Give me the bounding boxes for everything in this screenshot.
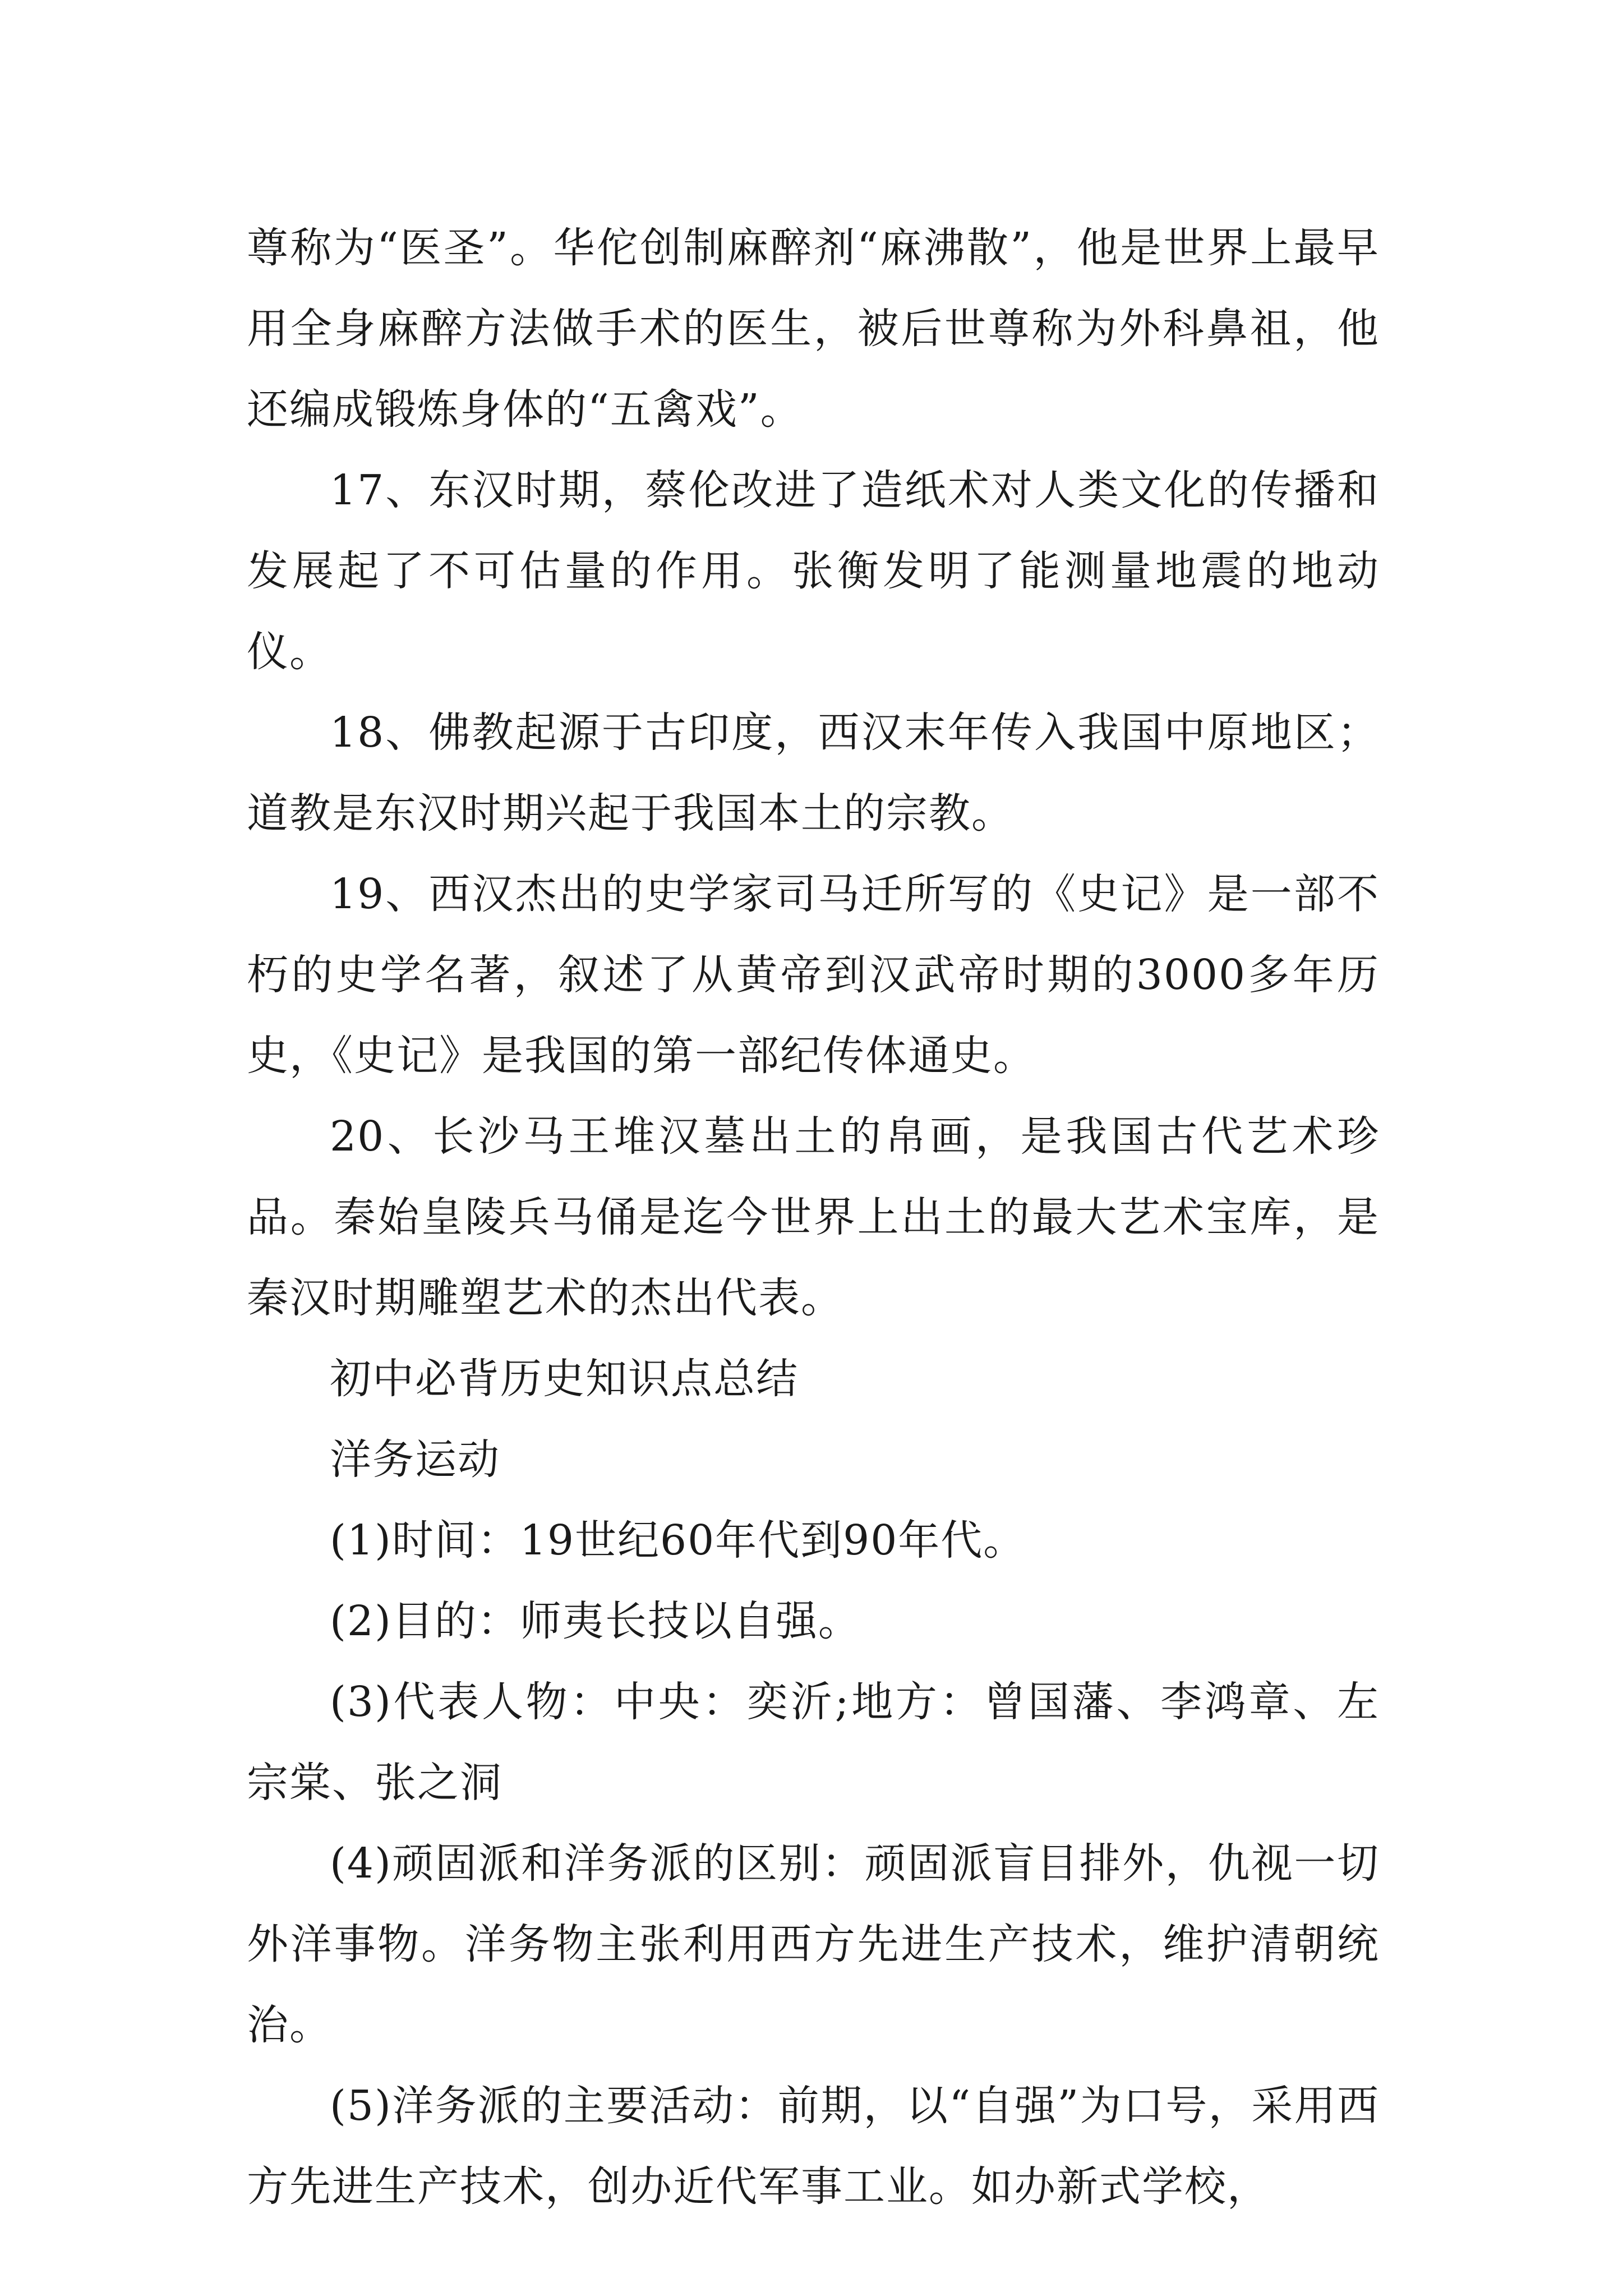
topic-heading: 洋务运动 (330, 1435, 500, 1484)
point-time: (1)时间：19世纪60年代到90年代。 (330, 1516, 1026, 1565)
point-purpose: (2)目的：师夷长技以自强。 (330, 1597, 861, 1645)
paragraph-item-18: 18、佛教起源于古印度，西汉末年传入我国中原地区；道教是东汉时期兴起于我国本土的宗教。 (247, 708, 1380, 838)
point-differences: (4)顽固派和洋务派的区别：顽固派盲目排外，仇视一切外洋事物。洋务物主张利用西方先进生产技术，维护清朝统治。 (247, 1839, 1380, 2049)
section-heading: 初中必背历史知识点总结 (330, 1355, 799, 1403)
point-activities: (5)洋务派的主要活动：前期，以“自强”为口号，采用西方先进生产技术，创办近代军事工业。如办新式学校， (247, 2082, 1380, 2211)
paragraph-continuation: 尊称为“医圣”。华佗创制麻醉剂“麻沸散”，他是世界上最早用全身麻醉方法做手术的医生，被后世尊称为外科鼻祖，他还编成锻炼身体的“五禽戏”。 (247, 224, 1380, 434)
paragraph-item-19: 19、西汉杰出的史学家司马迁所写的《史记》是一部不朽的史学名著，叙述了从黄帝到汉武帝时期的3000多年历史，《史记》是我国的第一部纪传体通史。 (247, 870, 1380, 1080)
point-representatives: (3)代表人物：中央：奕沂;地方：曾国藩、李鸿章、左宗棠、张之洞 (247, 1678, 1380, 1807)
paragraph-item-20: 20、长沙马王堆汉墓出土的帛画，是我国古代艺术珍品。秦始皇陵兵马俑是迄今世界上出土的最大艺术宝库，是秦汉时期雕塑艺术的杰出代表。 (247, 1112, 1380, 1322)
document-body (247, 208, 1380, 2227)
paragraph-item-17: 17、东汉时期，蔡伦改进了造纸术对人类文化的传播和发展起了不可估量的作用。张衡发明了能测量地震的地动仪。 (247, 466, 1380, 676)
